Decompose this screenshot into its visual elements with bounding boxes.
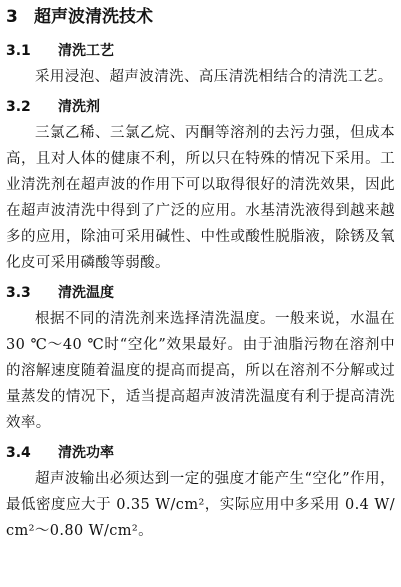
section-heading-text: 清洗剂 — [58, 99, 100, 115]
section-heading — [6, 442, 395, 464]
section-heading — [6, 282, 395, 304]
section-paragraph: 超声波输出必须达到一定的强度才能产生“空化”作用，最低密度应大于 0.35 W/cm²，实际应用中多采用 0.4 W/cm²～0.80 W/cm²。 — [6, 471, 395, 539]
section-heading-text: 清洗工艺 — [58, 43, 114, 59]
section-cleaning-process — [6, 40, 395, 90]
section-number: 3.3 — [6, 285, 31, 301]
section-cleaning-agent — [6, 96, 395, 276]
section-number: 3.4 — [6, 445, 31, 461]
section-paragraph: 三氯乙稀、三氯乙烷、丙酮等溶剂的去污力强，但成本高，且对人体的健康不利，所以只在特殊的情况下采用。工业清洗剂在超声波的作用下可以取得很好的清洗效果，因此在超声波清洗中得到了广泛的应用。水基清洗液得到越来越多的应用，除油可采用碱性、中性或酸性脱脂液，除锈及氧化皮可采用磷酸等弱酸。 — [6, 125, 395, 271]
section-heading-text: 清洗温度 — [58, 285, 114, 301]
chapter-title-text: 超声波清洗技术 — [34, 7, 153, 27]
section-cleaning-power — [6, 442, 395, 544]
section-number: 3.1 — [6, 43, 31, 59]
section-heading — [6, 96, 395, 118]
section-paragraph: 根据不同的清洗剂来选择清洗温度。一般来说，水温在 30 ℃～40 ℃时“空化”效果最好。由于油脂污物在溶剂中的溶解速度随着温度的提高而提高，所以在溶剂不分解或过量蒸发的情况下，适当提高超声波清洗温度有利于提高清洗效率。 — [6, 311, 395, 431]
section-number: 3.2 — [6, 99, 31, 115]
section-heading-text: 清洗功率 — [58, 445, 114, 461]
section-heading — [6, 40, 395, 62]
chapter-title — [6, 4, 395, 30]
section-paragraph: 采用浸泡、超声波清洗、高压清洗相结合的清洗工艺。 — [35, 69, 393, 85]
section-cleaning-temperature — [6, 282, 395, 436]
chapter-number: 3 — [6, 7, 18, 27]
